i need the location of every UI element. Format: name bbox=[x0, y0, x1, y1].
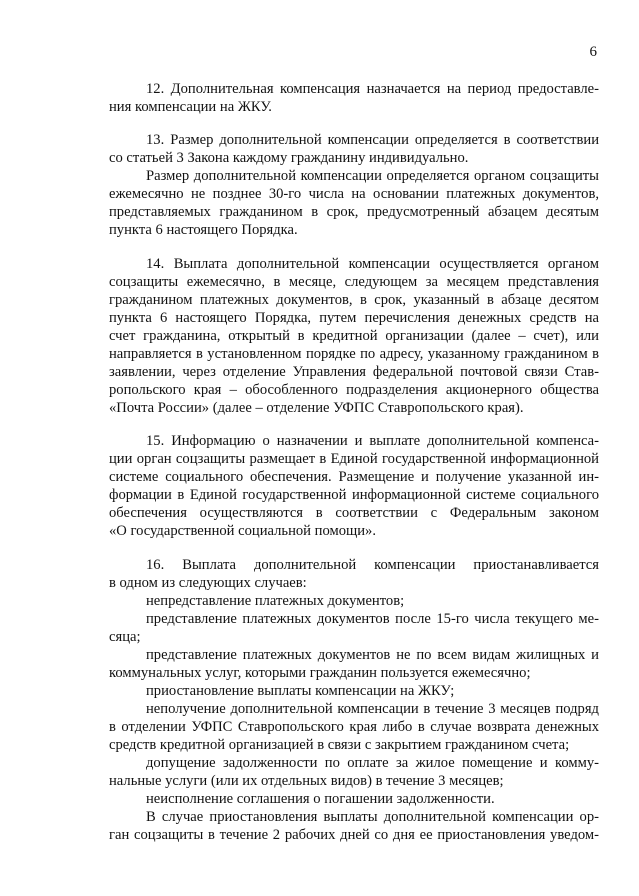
text-line: счет гражданина, открытый в кредитной организации (далее – счет), или bbox=[109, 328, 599, 344]
text-line: в одном из следующих случаев: bbox=[109, 575, 307, 591]
text-line: «Почта России» (далее – отделение УФПС Ставропольского края). bbox=[109, 400, 524, 416]
text-line: сяца; bbox=[109, 629, 141, 645]
text-line: неисполнение соглашения о погашении задолженности. bbox=[146, 791, 495, 807]
text-line: со статьей 3 Закона каждому гражданину индивидуально. bbox=[109, 150, 469, 166]
text-line: пункта 6 настоящего Порядка, путем перечисления денежных средств на bbox=[109, 310, 599, 326]
text-line: 14. Выплата дополнительной компенсации осуществляется органом bbox=[146, 256, 599, 272]
text-line: ния компенсации на ЖКУ. bbox=[109, 99, 272, 115]
text-line: 12. Дополнительная компенсация назначается на период предоставле- bbox=[146, 81, 599, 97]
text-line: коммунальных услуг, которыми гражданин пользуется ежемесячно; bbox=[109, 665, 531, 681]
text-line: соцзащиты ежемесячно, в месяце, следующем за месяцем представления bbox=[109, 274, 599, 290]
text-line: формации в Единой государственной информационной системе социального bbox=[109, 487, 599, 503]
text-line: Размер дополнительной компенсации определяется органом соцзащиты bbox=[146, 168, 599, 184]
text-line: представление платежных документов после 15-го числа текущего ме- bbox=[146, 611, 599, 627]
text-line: ропольского края – обособленного подразделения акционерного общества bbox=[109, 382, 599, 398]
text-line: приостановление выплаты компенсации на ЖКУ; bbox=[146, 683, 455, 699]
text-line: В случае приостановления выплаты дополнительной компенсации ор- bbox=[146, 809, 599, 825]
text-line: системе социального обеспечения. Размещение и получение указанной ин- bbox=[109, 469, 599, 485]
text-line: ган соцзащиты в течение 2 рабочих дней со дня ее приостановления уведом- bbox=[109, 827, 599, 843]
text-line: ежемесячно не позднее 30-го числа на основании платежных документов, bbox=[109, 186, 599, 202]
text-line: представление платежных документов не по всем видам жилищных и bbox=[146, 647, 599, 663]
text-line: пункта 6 настоящего Порядка. bbox=[109, 222, 298, 238]
text-line: обеспечения осуществляются в соответствии с Федеральным законом bbox=[109, 505, 599, 521]
text-line: 15. Информацию о назначении и выплате дополнительной компенса- bbox=[146, 433, 599, 449]
text-line: непредставление платежных документов; bbox=[146, 593, 405, 609]
text-line: «О государственной социальной помощи». bbox=[109, 523, 376, 539]
text-line: заявлении, через отделение Управления федеральной почтовой связи Став- bbox=[109, 364, 599, 380]
text-line: неполучение дополнительной компенсации в течение 3 месяцев подряд bbox=[146, 701, 599, 717]
text-line: средств кредитной организацией в связи с закрытием гражданином счета; bbox=[109, 737, 570, 753]
text-line: представляемых гражданином в срок, предусмотренный абзацем десятым bbox=[109, 204, 599, 220]
text-line: нальные услуги (или их отдельных видов) в течение 3 месяцев; bbox=[109, 773, 504, 789]
text-line: в отделении УФПС Ставропольского края либо в случае возврата денежных bbox=[109, 719, 599, 735]
text-line: ции орган соцзащиты размещает в Единой государственной информационной bbox=[109, 451, 599, 467]
text-line: направляется в установленном порядке по адресу, указанному гражданином в bbox=[109, 346, 599, 362]
text-line: 13. Размер дополнительной компенсации определяется в соответствии bbox=[146, 132, 599, 148]
page-number: 6 bbox=[589, 44, 597, 60]
text-line: гражданином платежных документов, в срок, указанный в абзаце десятом bbox=[109, 292, 599, 308]
text-line: 16. Выплата дополнительной компенсации приостанавливается bbox=[146, 557, 599, 573]
text-line: допущение задолженности по оплате за жилое помещение и комму- bbox=[146, 755, 599, 771]
